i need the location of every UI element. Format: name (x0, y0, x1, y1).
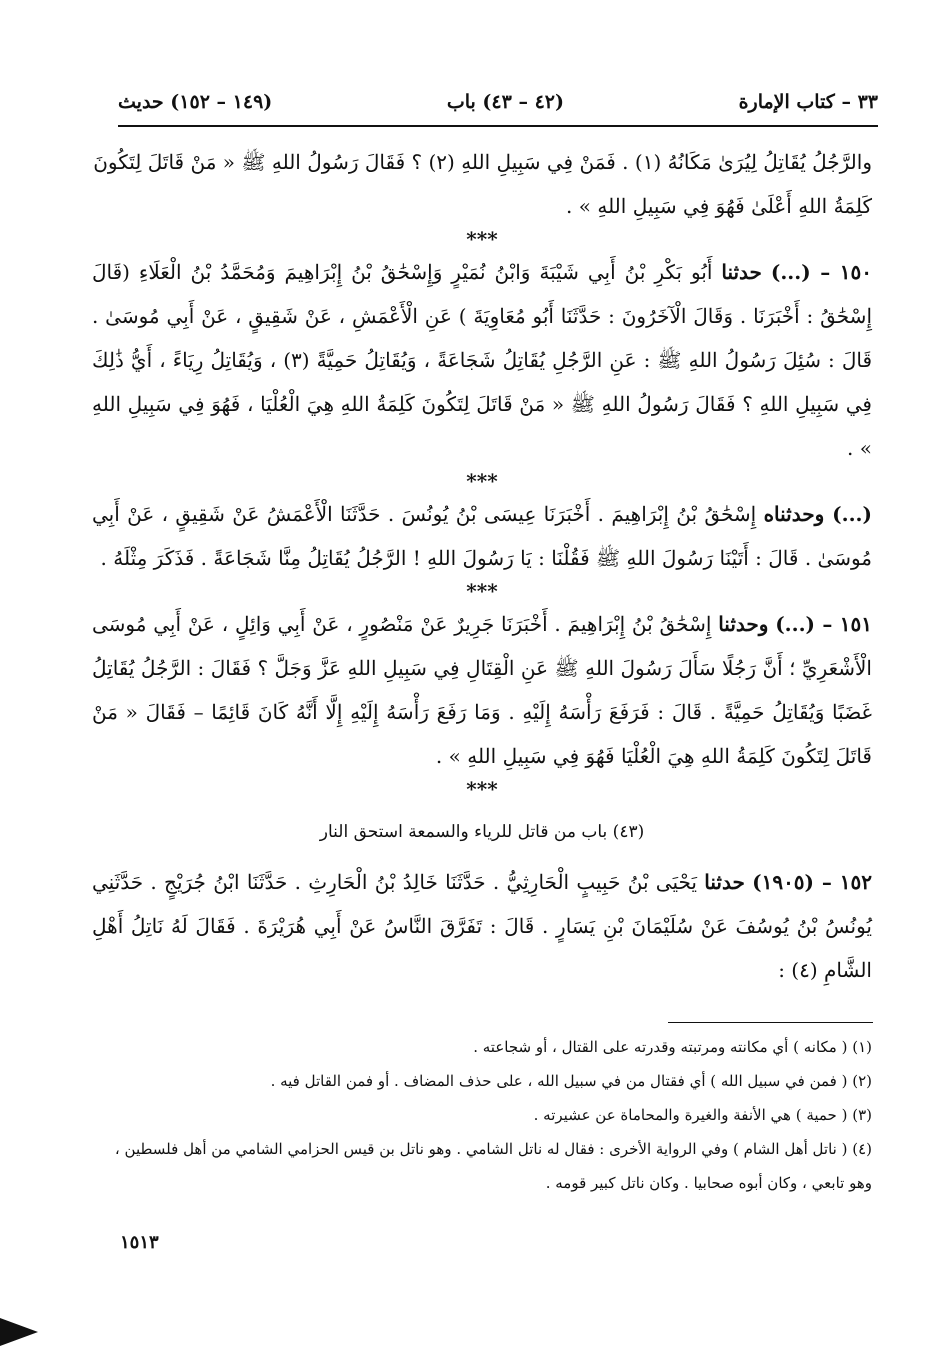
footnote-rule (668, 1022, 873, 1023)
continuation-line-1: والرَّجُلُ يُقَاتِلُ لِيُرَىٰ مَكَانُهُ (١) . فَمَنْ فِي سَبِيلِ اللهِ (٢) ؟ فَقَالَ رَسُولُ اللهِ ﷺ « مَنْ قَاتَلَ لِتَكُونَ (93, 150, 872, 174)
separator-stars: *** (466, 777, 498, 801)
header-hadith-range: (١٤٩ – ١٥٢) حديث (118, 91, 273, 113)
hadith-150-variant (92, 492, 872, 580)
page-number: ١٥١٣ (120, 1232, 159, 1253)
footnote-3: (٣) ( حمية ) هي الأنفة والغيرة والمحاماة عن عشيرته . (533, 1106, 872, 1124)
separator-stars: *** (466, 579, 498, 603)
main-text (92, 140, 872, 992)
hadith-152-text: يَحْيَى بْنُ حَبِيبٍ الْحَارِثِيُّ . حَدَّثَنَا خَالِدُ بْنُ الْحَارِثِ . حَدَّثَنَا ابْنُ جُرَيْجٍ . حَدَّثَنِي يُونُسُ بْنُ يُوسُفَ عَنْ سُلَيْمَانَ بْنِ يَسَارٍ . قَالَ : تَفَرَّقَ النَّاسُ عَنْ أَبِي هُرَيْرَةَ . فَقَالَ لَهُ نَاتِلُ أَهْلِ الشَّامِ (٤) : (92, 870, 872, 982)
header-chapter-range: (٤٢ – ٤٣) باب (446, 91, 564, 113)
header-book-title: ٣٣ – كتاب الإمارة (738, 91, 878, 113)
continuation-line-2: كَلِمَةُ اللهِ أَعْلَىٰ فَهُوَ فِي سَبِيلِ اللهِ » . (566, 194, 872, 218)
hadith-152-haddathana: حدثنا (704, 870, 745, 894)
hadith-150-variant-text: إِسْحَٰقُ بْنُ إِبْرَاهِيمَ . أَخْبَرَنَا عِيسَى بْنُ يُونُسَ . حَدَّثَنَا الْأَعْمَشُ عَنْ شَقِيقٍ ، عَنْ أَبِي مُوسَىٰ . قَالَ : أَتَيْنَا رَسُولَ اللهِ ﷺ فَقُلْنَا : يَا رَسُولَ اللهِ ! الرَّجُلُ يُقَاتِلُ مِنَّا شَجَاعَةً . فَذَكَرَ مِثْلَهُ . (92, 502, 872, 570)
footnote-1: (١) ( مكانه ) أي مكانته ومرتبته وقدرته على القتال ، أو شجاعته . (473, 1038, 872, 1056)
hadith-150-haddathana: حدثنا (721, 260, 762, 284)
hadith-150 (92, 250, 872, 470)
hadith-152-number: ١٥٢ – (١٩٠٥) (752, 870, 873, 894)
chapter-title: (٤٣) باب من قاتل للرياء والسمعة استحق النار (319, 822, 645, 842)
separator-stars: *** (466, 469, 498, 493)
hadith-151-haddathana: وحدثنا (718, 612, 769, 636)
footnote-4: (٤) ( ناتل أهل الشام ) وفي الرواية الأخرى : فقال له ناتل الشامي . وهو ناتل بن قيس الحزامي الشامي من أهل فلسطين ، وهو تابعي ، وكان أبوه صحابيا . وكان ناتل كبير قومه . (114, 1140, 872, 1192)
hadith-151-number: ١٥١ – (...) (775, 612, 872, 636)
hadith-150-text: أَبُو بَكْرِ بْنُ أَبِي شَيْبَةَ وَابْنُ نُمَيْرٍ وَإِسْحَٰقُ بْنُ إِبْرَاهِيمَ وَمُحَمَّدُ بْنُ الْعَلَاءِ (قَالَ إِسْحَٰقُ : أَخْبَرَنَا . وَقَالَ الْآخَرُونَ : حَدَّثَنَا أَبُو مُعَاوِيَةَ ) عَنِ الْأَعْمَشِ ، عَنْ شَقِيقٍ ، عَنْ أَبِي مُوسَىٰ . قَالَ : سُئِلَ رَسُولُ اللهِ ﷺ : عَنِ الرَّجُلِ يُقَاتِلُ شَجَاعَةً ، وَيُقَاتِلُ حَمِيَّةً (٣) ، وَيُقَاتِلُ رِيَاءً ، أَيُّ ذَٰلِكَ فِي سَبِيلِ اللهِ ؟ فَقَالَ رَسُولُ اللهِ ﷺ « مَنْ قَاتَلَ لِتَكُونَ كَلِمَةُ اللهِ هِيَ الْعُلْيَا ، فَهُوَ فِي سَبِيلِ اللهِ » . (92, 260, 872, 460)
hadith-150-variant-number: (...) وحدثناه (763, 502, 872, 526)
page-corner-mark (0, 1318, 38, 1346)
running-header (118, 84, 878, 120)
hadith-151 (92, 602, 872, 778)
hadith-152 (92, 860, 872, 992)
separator-stars: *** (466, 227, 498, 251)
header-rule (118, 125, 878, 127)
footnote-2: (٢) ( فمن في سبيل الله ) أي فقتال من في سبيل الله ، على حذف المضاف . أو فمن القاتل فيه . (270, 1072, 872, 1090)
hadith-150-number: ١٥٠ – (...) (770, 260, 873, 284)
hadith-151-text: إِسْحَٰقُ بْنُ إِبْرَاهِيمَ . أَخْبَرَنَا جَرِيرٌ عَنْ مَنْصُورٍ ، عَنْ أَبِي وَائِلٍ ، عَنْ أَبِي مُوسَى الْأَشْعَرِيِّ ؛ أَنَّ رَجُلًا سَأَلَ رَسُولَ اللهِ ﷺ عَنِ الْقِتَالِ فِي سَبِيلِ اللهِ عَزَّ وَجَلَّ ؟ فَقَالَ : الرَّجُلُ يُقَاتِلُ غَضَبًا وَيُقَاتِلُ حَمِيَّةً . قَالَ : فَرَفَعَ رَأْسَهُ إِلَيْهِ . وَمَا رَفَعَ رَأْسَهُ إِلَيْهِ إِلَّا أَنَّهُ كَانَ قَائِمًا – فَقَالَ « مَنْ قَاتَلَ لِتَكُونَ كَلِمَةُ اللهِ هِيَ الْعُلْيَا فَهُوَ فِي سَبِيلِ اللهِ » . (92, 612, 872, 768)
footnotes (92, 1030, 872, 1200)
